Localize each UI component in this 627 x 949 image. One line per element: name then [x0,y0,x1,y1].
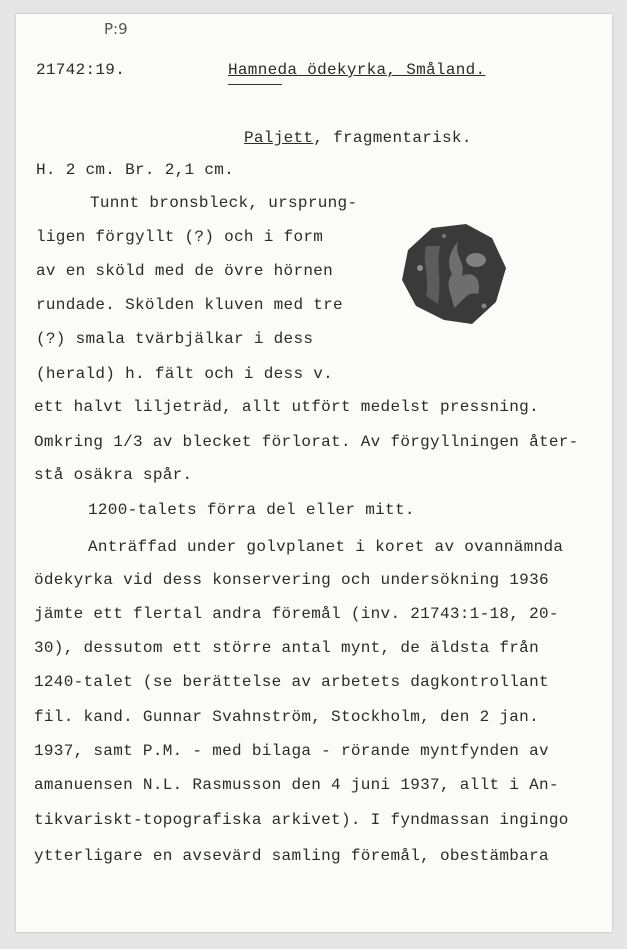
artifact-relief-left [425,246,440,304]
find-line: 30), dessutom ett större antal mynt, de äldsta från [34,639,539,657]
find-line: fil. kand. Gunnar Svahnström, Stockholm, den 2 jan. [34,708,539,726]
dating-line: 1200-talets förra del eller mitt. [88,501,415,519]
artifact-speck [442,234,446,238]
find-line: ytterligare en avsevärd samling föremål, obestämbara [34,847,549,865]
description-line: Tunnt bronsbleck, ursprung- [90,194,358,212]
find-line: amanuensen N.L. Rasmusson den 4 juni 1937, allt i An- [34,776,559,794]
description-line: (herald) h. fält och i dess v. [36,365,334,383]
artifact-highlight [466,253,486,267]
description-line: ligen förgyllt (?) och i form [36,228,324,246]
description-line: av en sköld med de övre hörnen [36,262,334,280]
description-line: (?) smala tvärbjälkar i dess [36,330,314,348]
find-line: jämte ett flertal andra föremål (inv. 21743:1-18, 20- [34,605,559,623]
artifact-photo [392,220,512,330]
description-line: Omkring 1/3 av blecket förlorat. Av förgyllningen åter- [34,433,579,451]
find-line: ödekyrka vid dess konservering och undersökning 1936 [34,571,549,589]
find-line: Anträffad under golvplanet i koret av ovannämnda [88,538,564,556]
catalog-number: 21742:19. [36,61,126,79]
handwritten-page-mark: P:9 [104,20,128,38]
find-line: 1937, samt P.M. - med bilaga - rörande myntfynden av [34,742,549,760]
description-line: ett halvt liljeträd, allt utfört medelst pressning. [34,398,539,416]
object-title [244,128,472,148]
artifact-speck [482,304,487,309]
find-line: 1240-talet (se berättelse av arbetets dagkontrollant [34,673,549,691]
object-title-main: Paljett [244,129,314,147]
site-name: Hamneda ödekyrka, Småland. [228,61,486,79]
site-name-rule [228,84,282,85]
description-line: rundade. Skölden kluven med tre [36,296,343,314]
description-line: stå osäkra spår. [34,466,193,484]
object-title-qualifier: , fragmentarisk. [313,129,472,147]
find-line: tikvariskt-topografiska arkivet). I fyndmassan ingingo [34,811,569,829]
object-dimensions: H. 2 cm. Br. 2,1 cm. [36,161,235,179]
artifact-speck [417,265,423,271]
